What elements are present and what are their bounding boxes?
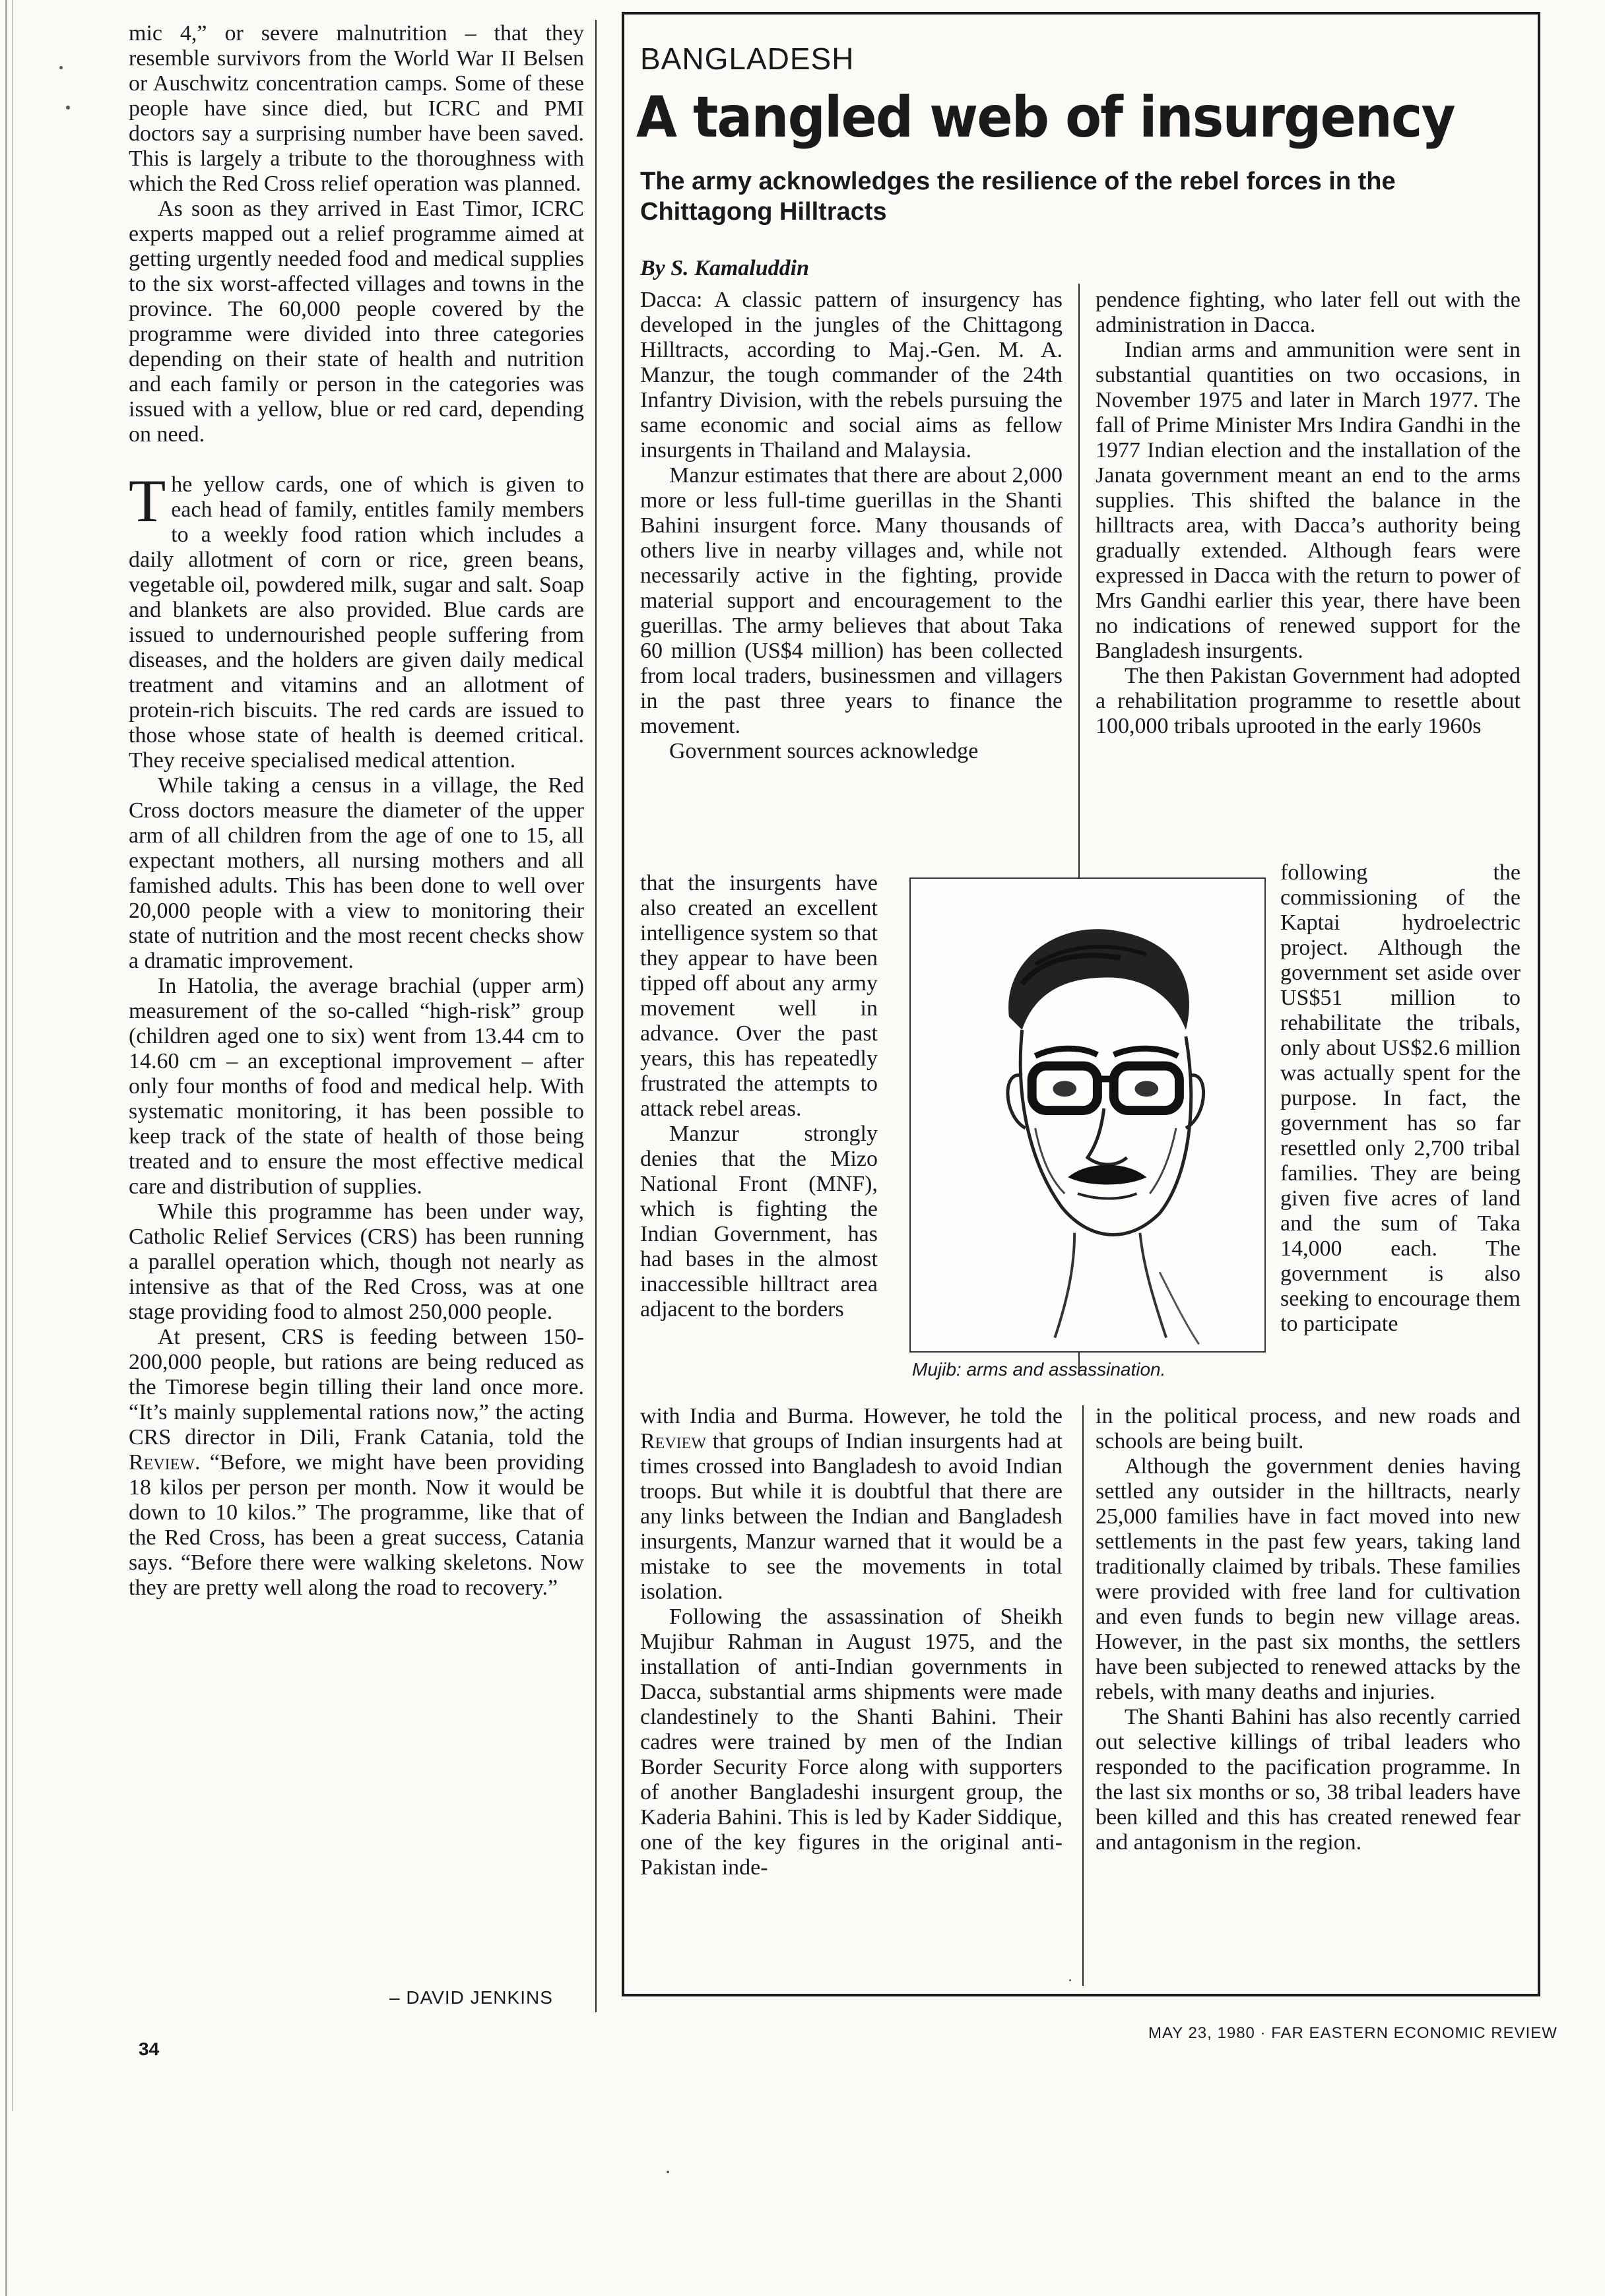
paragraph: in the political process, and new roads and schools are being built. [1096,1404,1521,1453]
portrait-illustration [909,877,1266,1353]
page-edge-shadow [5,0,7,2296]
article-column-2-wrap [1280,860,1521,1337]
publication-footer: MAY 23, 1980 · FAR EASTERN ECONOMIC REVIEW [1148,2024,1557,2042]
paragraph: While this programme has been under way, Catholic Relief Services (CRS) has been running a parallel operation which, though not nearly as intensive as that of the Red Cross, was at one stage providing food to almost 250,000 people. [129,1199,584,1324]
left-column [129,21,584,1601]
paragraph: The then Pakistan Government had adopted a rehabilitation programme to resettle about 100,000 tribals uprooted in the early 1960s [1096,664,1521,738]
page-edge-shadow [12,0,13,2111]
print-speck [667,2171,669,2173]
paragraph: Following the assassination of Sheikh Mujibur Rahman in August 1975, and the installation of anti-Indian governments in Dacca, substantial arms shipments were made clandestinely to the Shanti Bahini. Their cadres were trained by men of the Indian Border Security Force along with supporters of another Bangladeshi insurgent group, the Kaderia Bahini. This is led by Kader Siddique, one of the key figures in the original anti-Pakistan inde- [640,1605,1063,1880]
print-speck [59,66,63,69]
paragraph: following the commissioning of the Kaptai hydroelectric project. Although the government set aside over US$51 million to rehabilitate the tribals, only about US$2.6 million was actually spent for the purpose. In fact, the government has so far resettled only 2,700 tribal families. They are being given five acres of land and the sum of Taka 14,000 each. The government is also seeking to encourage them to participate [1280,860,1521,1336]
paragraph: Manzur estimates that there are about 2,000 more or less full-time guerillas in the Shanti Bahini insurgent force. Many thousands of others live in nearby villages and, while not necessarily active in the fighting, provide material support and encouragement to the guerillas. The army believes that about Taka 60 million (US$4 million) has been collected from local traders, businessmen and villagers in the past three years to finance the movement. [640,463,1063,738]
paragraph: mic 4,” or severe malnutrition – that they resemble survivors from the World War II Belsen or Auschwitz concentration camps. Some of these people have since died, but ICRC and PMI doctors say a surprising number have been saved. This is largely a tribute to the thoroughness with which the Red Cross relief operation was planned. [129,21,584,196]
paragraph: pendence fighting, who later fell out with the administration in Dacca. [1096,288,1521,337]
paragraph: Dacca: A classic pattern of insurgency has developed in the jungles of the Chittagong Hilltracts, according to Maj.-Gen. M. A. Manzur, the tough commander of the 24th Infantry Division, with the rebels pursuing the same economic and social aims as fellow insurgents in Thailand and Malaysia. [640,288,1063,462]
drop-cap: T [129,467,166,534]
article-headline: A tangled web of insurgency [636,84,1455,150]
article-column-1-bottom [640,1404,1063,1880]
article-column-1-wrap [640,871,878,1322]
paragraph: Government sources acknowledge [669,739,979,763]
paragraph: that the insurgents have also created an excellent intelligence system so that they appear to have been tipped off about any army movement well in advance. Over the past years, this has repeatedly frustrated the attempts to attack rebel areas. [640,871,878,1121]
print-speck [1069,1979,1071,1981]
article-deck: The army acknowledges the resilience of the rebel forces in the Chittagong Hilltracts [640,168,1396,226]
paragraph: Indian arms and ammunition were sent in substantial quantities on two occasions, in November 1975 and later in March 1977. The fall of Prime Minister Mrs Indira Gandhi in the 1977 Indian election and the installation of the Janata government meant an end to the arms supplies. This shifted the balance in the hilltracts area, with Dacca’s authority being gradually extended. Although fears were expressed in Dacca with the return to power of Mrs Gandhi earlier this year, there have been no indications of renewed support for the Bangladesh insurgents. [1096,338,1521,663]
paragraph-dropcap: The yellow cards, one of which is given to each head of family, entitles family members to a weekly food ration which includes a daily allotment of corn or rice, green beans, vegetable oil, powdered milk, sugar and salt. Soap and blankets are also provided. Blue cards are issued to undernourished people suffering from diseases, and the holders are given daily medical treatment and vitamins and an allotment of protein-rich biscuits. The red cards are issued to those whose state of health is deemed critical. They receive specialised medical attention. [129,467,584,773]
publication-name: Review [640,1429,706,1453]
column-divider [595,20,597,2012]
section-kicker: BANGLADESH [640,42,855,76]
article-column-2-bottom [1096,1404,1521,1855]
paragraph: Although the government denies having settled any outsider in the hilltracts, nearly 25,000 families have in fact moved into new settlements in the past few years, taking land traditionally claimed by tribals. These families were provided with free land for cultivation and even funds to begin new village areas. However, in the past six months, the settlers have been subjected to renewed attacks by the rebels, with many deaths and injuries. [1096,1454,1521,1704]
paragraph: The Shanti Bahini has also recently carried out selective killings of tribal leaders who responded to the pacification programme. In the last six months or so, 38 tribal leaders have been killed and this has created renewed fear and antagonism in the region. [1096,1705,1521,1855]
column-divider [1082,1405,1084,1986]
author-signoff: – DAVID JENKINS [389,1987,553,2008]
print-speck [66,106,70,110]
paragraph: At present, CRS is feeding between 150-200,000 people, but rations are being reduced as the Timorese begin tilling their land once more. “It’s mainly supplemental rations now,” the acting CRS director in Dili, Frank Catania, told the Review. “Before, we might have been providing 18 kilos per person per month. Now it would be down to 10 kilos.” The programme, like that of the Red Cross, has been a great success, Catania says. “Before there were walking skeletons. Now they are pretty well along the road to recovery.” [129,1325,584,1600]
byline: By S. Kamaluddin [640,256,810,280]
paragraph: As soon as they arrived in East Timor, ICRC experts mapped out a relief programme aimed at getting urgently needed food and medical supplies to the six worst-affected villages and towns in the province. The 60,000 people covered by the programme were divided into three categories depending on their state of health and nutrition and each family or person in the categories was issued with a yellow, blue or red card, depending on need. [129,197,584,447]
photo-caption: Mujib: arms and assassination. [912,1359,1166,1380]
paragraph: While taking a census in a village, the Red Cross doctors measure the diameter of the upper arm of all children from the age of one to 15, all expectant mothers, all nursing mothers and all famished adults. This has been done to well over 20,000 people with a view to monitoring their state of nutrition and the most recent checks show a dramatic improvement. [129,773,584,973]
portrait-sketch-icon [911,879,1264,1351]
publication-name: Review [129,1450,195,1475]
paragraph: with India and Burma. However, he told the Review that groups of Indian insurgents had at times crossed into Bangladesh to avoid Indian troops. But while it is doubtful that there are any links between the Indian and Bangladesh insurgents, Manzur warned that it would be a mistake to see the movements in total isolation. [640,1404,1063,1604]
paragraph: In Hatolia, the average brachial (upper arm) measurement of the so-called “high-risk” group (children aged one to six) went from 13.44 cm to 14.60 cm – an exceptional improvement – after only four months of food and medical help. With systematic monitoring, it has been possible to keep track of the state of health of those being treated and to ensure the most effective medical care and distribution of supplies. [129,974,584,1199]
article-column-1 [640,288,1063,764]
paragraph: Manzur strongly denies that the Mizo National Front (MNF), which is fighting the Indian Government, has had bases in the almost inaccessible hilltract area adjacent to the borders [640,1122,878,1322]
article-column-2 [1096,288,1521,739]
page-number: 34 [139,2039,160,2059]
